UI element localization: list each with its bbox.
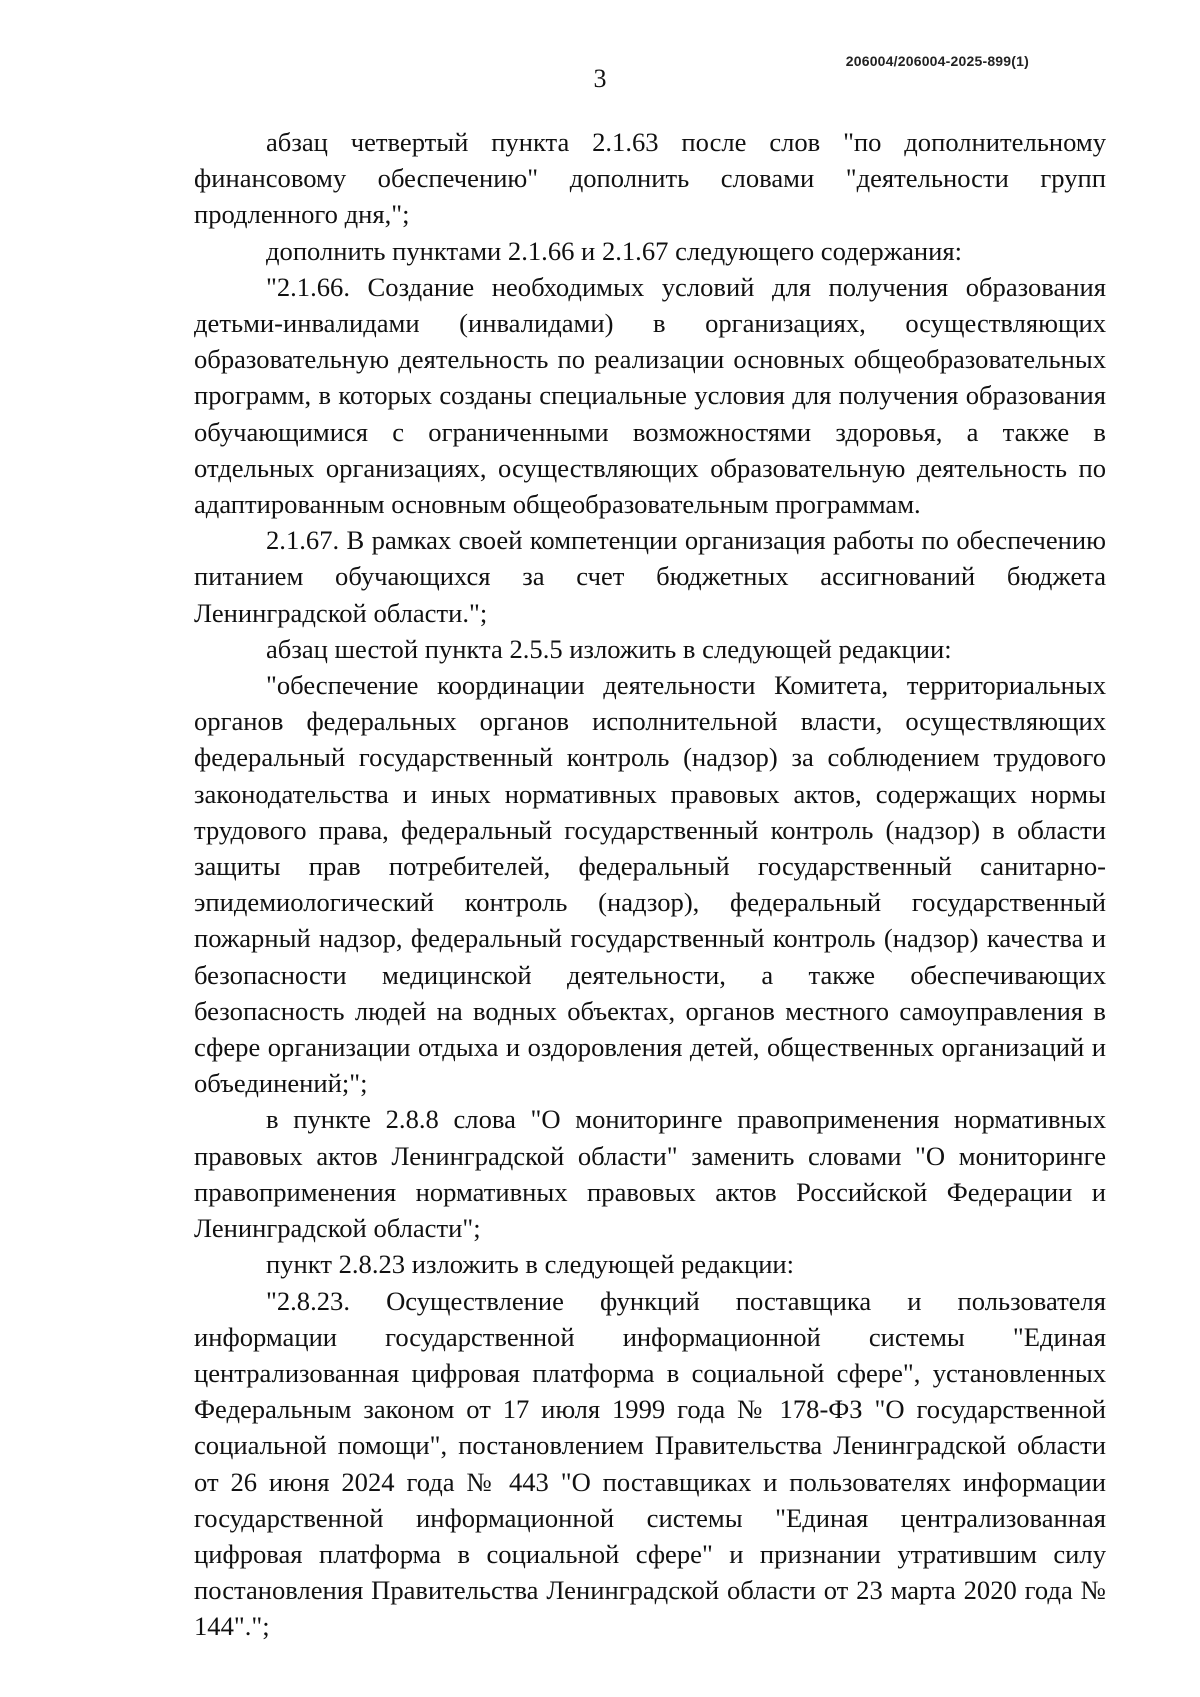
paragraph-2-8-23: "2.8.23. Осуществление функций поставщика и пользователя информации государственной информационной системы "Единая централизованная цифровая платформа в социальной сфере", установленных Федеральным законом от 17 июля 1999 года № 178-ФЗ "О государственной социальной помощи", постановлением Правительства Ленинградской области от 26 июня 2024 года № 443 "О поставщиках и пользователях информации государственной информационной системы "Единая централизованная цифровая платформа в социальной сфере" и признании утратившим силу постановления Правительства Ленинградской области от 23 марта 2020 года № 144"."; (194, 1285, 1106, 1642)
paragraph-abzac-2-5-5: абзац шестой пункта 2.5.5 изложить в следующей редакции: (266, 633, 952, 664)
page-number: 3 (593, 64, 607, 93)
document-body (194, 124, 1106, 1645)
document-id: 206004/206004-2025-899(1) (845, 53, 1029, 69)
paragraph-2-1-66: "2.1.66. Создание необходимых условий для получения образования детьми-инвалидами (инвалидами) в организациях, осуществляющих образовательную деятельность по реализации основных общеобразовательных программ, в которых созданы специальные условия для получения образования обучающимися с ограниченными возможностями здоровья, а также в отдельных организациях, осуществляющих образовательную деятельность по адаптированным основным общеобразовательным программам. (194, 271, 1106, 520)
paragraph-abzac-2-1-63: абзац четвертый пункта 2.1.63 после слов "по дополнительному финансовому обеспечению" дополнить словами "деятельности групп продленного дня,"; (194, 127, 1106, 230)
paragraph-coordination: "обеспечение координации деятельности Комитета, территориальных органов федеральных органов исполнительной власти, осуществляющих федеральный государственный контроль (надзор) за соблюдением трудового законодательства и иных нормативных правовых актов, содержащих нормы трудового права, федеральный государственный контроль (надзор) в области защиты прав потребителей, федеральный государственный санитарно-эпидемиологический контроль (надзор), федеральный государственный пожарный надзор, федеральный государственный контроль (надзор) качества и безопасности медицинской деятельности, а также обеспечивающих безопасность людей на водных объектах, органов местного самоуправления в сфере организации отдыха и оздоровления детей, общественных организаций и объединений;"; (194, 670, 1106, 1099)
paragraph-2-8-8: в пункте 2.8.8 слова "О мониторинге правоприменения нормативных правовых актов Ленинградской области" заменить словами "О мониторинге правоприменения нормативных правовых актов Российской Федерации и Ленинградской области"; (194, 1104, 1106, 1244)
paragraph-2-1-67: 2.1.67. В рамках своей компетенции организация работы по обеспечению питанием обучающихся за счет бюджетных ассигнований бюджета Ленинградской области."; (194, 525, 1106, 628)
paragraph-2-8-23-intro: пункт 2.8.23 изложить в следующей редакции: (266, 1249, 795, 1280)
paragraph-add-points: дополнить пунктами 2.1.66 и 2.1.67 следующего содержания: (266, 235, 962, 266)
